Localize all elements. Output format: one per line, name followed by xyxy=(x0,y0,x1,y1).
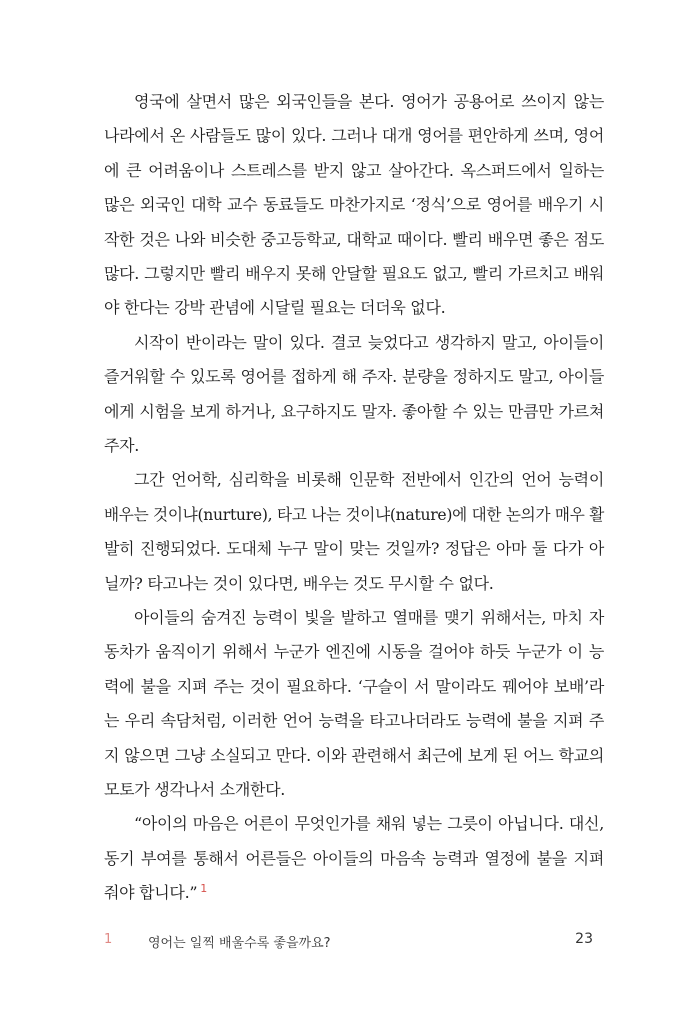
paragraph-3-line: 닐까? 타고나는 것이 있다면, 배우는 것도 무시할 수 없다. xyxy=(104,573,494,593)
paragraph-2-line: 시작이 반이라는 말이 있다. 결코 늦었다고 생각하지 말고, 아이들이 xyxy=(134,332,604,352)
running-title: 영어는 일찍 배울수록 좋을까요? xyxy=(148,936,331,951)
paragraph-2-line: 주자. xyxy=(104,436,140,455)
paragraph-3-line: 배우는 것이냐(nurture), 타고 나는 것이냐(nature)에 대한 논의가 매우 활 xyxy=(104,504,604,524)
paragraph-4-line: 력에 불을 지펴 주는 것이 필요하다. ‘구슬이 서 말이라도 꿰어야 보배’라 xyxy=(104,676,604,696)
paragraph-1-line: 많다. 그렇지만 빨리 배우지 못해 안달할 필요도 없고, 빨리 가르치고 배워 xyxy=(104,264,604,283)
paragraph-2-line: 에게 시험을 보게 하거나, 요구하지도 말자. 좋아할 수 있는 만큼만 가르쳐 xyxy=(104,401,604,421)
paragraph-1-line: 나라에서 온 사람들도 많이 있다. 그러나 대개 영어를 편안하게 쓰며, 영어 xyxy=(104,126,604,146)
page-footer xyxy=(0,930,693,954)
paragraph-4-line: 동차가 움직이기 위해서 누군가 엔진에 시동을 걸어야 하듯 누군가 이 능 xyxy=(104,642,604,662)
paragraph-3-line: 발히 진행되었다. 도대체 누구 말이 맞는 것일까? 정답은 아마 둘 다가 아 xyxy=(104,539,604,559)
quote-line: 줘야 합니다.” $^1$ xyxy=(104,881,207,903)
paragraph-3-line: 그간 언어학, 심리학을 비롯해 인문학 전반에서 인간의 언어 능력이 xyxy=(134,470,604,490)
paragraph-1-line: 많은 외국인 대학 교수 동료들도 마찬가지로 ‘정식’으로 영어를 배우기 시 xyxy=(104,195,604,215)
paragraph-1-line: 야 한다는 강박 관념에 시달릴 필요는 더더욱 없다. xyxy=(104,298,446,318)
paragraph-1-line: 에 큰 어려움이나 스트레스를 받지 않고 살아간다. 옥스퍼드에서 일하는 xyxy=(104,160,604,180)
paragraph-1-line: 작한 것은 나와 비슷한 중고등학교, 대학교 때이다. 빨리 배우면 좋은 점도 xyxy=(104,229,604,249)
chapter-mark: 1 xyxy=(104,932,113,947)
footnote-marker[interactable]: 1 xyxy=(200,881,207,895)
paragraph-1-line: 영국에 살면서 많은 외국인들을 본다. 영어가 공용어로 쓰이지 않는 xyxy=(134,92,604,111)
paragraph-4-line: 는 우리 속담처럼, 이러한 언어 능력을 타고나더라도 능력에 불을 지펴 주 xyxy=(104,711,604,731)
quote-line: 동기 부여를 통해서 어른들은 아이들의 마음속 능력과 열정에 불을 지펴 xyxy=(104,848,604,868)
paragraph-4-line: 모토가 생각나서 소개한다. xyxy=(104,780,286,799)
paragraph-2-line: 즐거워할 수 있도록 영어를 접하게 해 주자. 분량을 정하지도 말고, 아이들 xyxy=(104,367,604,387)
paragraph-4-line: 아이들의 숨겨진 능력이 빛을 발하고 열매를 맺기 위해서는, 마치 자 xyxy=(134,608,604,627)
page-number: 23 xyxy=(575,931,593,947)
quote-line: “아이의 마음은 어른이 무엇인가를 채워 넣는 그릇이 아닙니다. 대신, xyxy=(134,814,604,834)
paragraph-4-line: 지 않으면 그냥 소실되고 만다. 이와 관련해서 최근에 보게 된 어느 학교의 xyxy=(104,745,604,765)
